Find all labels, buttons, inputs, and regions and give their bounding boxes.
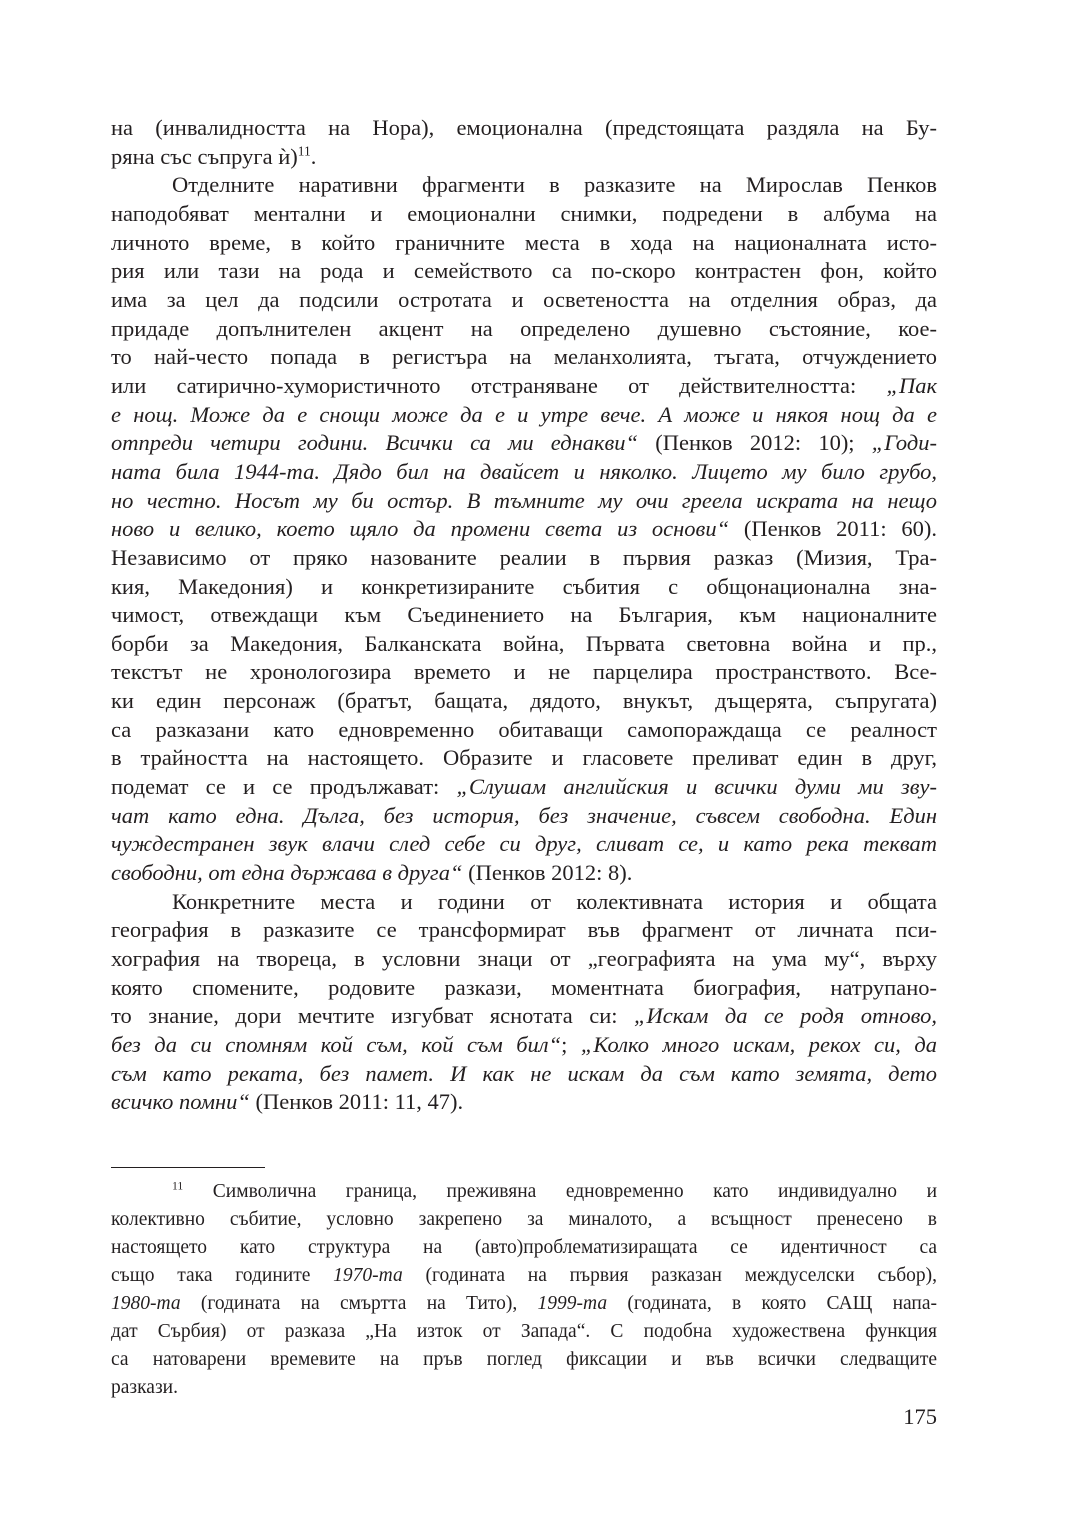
text-line [111, 1088, 937, 1117]
footnote-line [111, 1346, 937, 1374]
text-segment: . [310, 143, 317, 169]
text-line [111, 630, 937, 659]
quote-text: ново и велико, което щяло да промени света из основи“ [111, 516, 730, 542]
quote-text: чуждестранен звук влачи след себе си друг, сливат се, и като река текват [111, 831, 937, 857]
quote-text: 1980-та [111, 1293, 181, 1314]
text-line [111, 171, 937, 200]
text-segment: която спомените, родовите разкази, моментната биография, натрупано- [111, 974, 937, 1000]
text-segment: също така годините [111, 1265, 334, 1286]
text-segment: подемат се и се продължават: [111, 774, 457, 800]
text-segment: то знание, дори мечтите изгубват яснотата си: [111, 1003, 634, 1029]
text-segment: текстът не хронологозира времето и не парцелира пространството. Все- [111, 659, 937, 685]
text-line [111, 744, 937, 773]
quote-text: „Колко много искам, рекох си, да [580, 1032, 937, 1057]
footnote-line [111, 1206, 937, 1234]
text-segment: (годината на смъртта на Тито), [180, 1293, 538, 1314]
text-line [111, 716, 937, 745]
quote-text: „Годи- [871, 430, 937, 456]
footnote-ref: 11 [172, 1179, 184, 1193]
text-line [111, 487, 937, 516]
footnote-line [111, 1318, 937, 1346]
text-line [111, 200, 937, 229]
text-segment: (Пенков 2011: 11, 47). [249, 1089, 464, 1115]
text-line [111, 658, 937, 687]
text-segment: рия или тази на рода и семейството са по-скоро контрастен фон, който [111, 258, 937, 284]
footnote-line [111, 1262, 937, 1290]
footnote-line [111, 1374, 937, 1402]
text-segment: (Пенков 2012: 8). [462, 860, 633, 886]
quote-text: свободни, от една държава в друга“ [111, 860, 463, 886]
text-line [111, 401, 937, 430]
text-line [111, 515, 937, 544]
text-line [111, 1031, 937, 1060]
text-segment: ; [561, 1032, 581, 1057]
quote-text: е нощ. Може да е снощи може да е и утре вече. А може и някоя нощ да е [111, 401, 937, 427]
text-line [111, 773, 937, 802]
quote-text: съм като реката, без памет. И как не искам да съм като земята, дето [111, 1060, 937, 1086]
text-segment: кия, Македония) и конкретизираните събития с общонационална зна- [111, 573, 937, 599]
text-line [111, 601, 937, 630]
text-segment: са натоварени времевите на пръв поглед фиксации и във всички следващите [111, 1349, 937, 1370]
text-segment: личното време, в който граничните места в хода на националната исто- [111, 229, 937, 255]
text-line [111, 859, 937, 888]
text-line [111, 458, 937, 487]
text-segment: (годината на първия разказан междуселски събор), [402, 1265, 937, 1286]
text-line [111, 573, 937, 602]
text-line [111, 888, 937, 917]
footnote-line [111, 1290, 937, 1318]
text-line [111, 343, 937, 372]
text-line [111, 429, 937, 458]
body-text [111, 114, 937, 1117]
text-segment: (Пенков 2011: 60). [729, 516, 937, 542]
text-segment: придаде допълнителен акцент на определено душевно състояние, кое- [111, 315, 937, 341]
footnotes [111, 1178, 937, 1402]
text-segment: в трайността на настоящето. Образите и гласовете преливат един в друг, [111, 745, 937, 771]
text-segment: (Пенков 2012: 10); [638, 430, 872, 456]
text-segment: са разказани като едновременно обитаващи самопораждаща се реалност [111, 716, 937, 742]
text-line [111, 544, 937, 573]
text-segment: (годината, в която САЩ напа- [607, 1293, 937, 1314]
text-line [111, 257, 937, 286]
text-segment: ряна със съпруга ѝ) [111, 143, 298, 169]
quote-text: ната била 1944-та. Дядо бил на двайсет и няколко. Лицето му било грубо, [111, 458, 937, 484]
quote-text: „Искам да се родя отново, [634, 1003, 937, 1029]
text-line [111, 945, 937, 974]
quote-text: отпреди четири години. Всички са ми еднакви“ [111, 430, 639, 456]
text-line [111, 687, 937, 716]
quote-text: „Пак [886, 372, 937, 398]
text-segment: на (инвалидността на Нора), емоционална (предстоящата раздяла на Бу- [111, 115, 937, 140]
footnote-line [111, 1234, 937, 1262]
text-segment: разкази. [111, 1377, 178, 1398]
quote-text: 1999-та [537, 1293, 608, 1314]
quote-text: всичко помни“ [111, 1089, 250, 1115]
text-line [111, 114, 937, 143]
text-line [111, 372, 937, 401]
text-segment: борби за Македония, Балканската война, Първата световна война и пр., [111, 630, 937, 656]
text-line [111, 286, 937, 315]
footnote-separator [111, 1167, 265, 1168]
quote-text: без да си спомням кой съм, кой съм бил“ [111, 1032, 562, 1057]
text-line [111, 1060, 937, 1089]
text-segment: или сатирично-хумористичното отстраняване от действителността: [111, 372, 887, 398]
text-segment: чимост, отвеждащи към Съединението на България, към националните [111, 602, 937, 628]
text-segment: ки един персонаж (братът, бащата, дядото, внукът, дъщерята, съпругата) [111, 688, 937, 714]
footnote-line [111, 1178, 937, 1206]
text-line [111, 830, 937, 859]
text-segment: има за цел да подсили остротата и осветеността на отделния образ, да [111, 286, 937, 312]
text-segment: хография на твореца, в условни знаци от „географията на ума му“, върху [111, 946, 937, 972]
text-line [111, 315, 937, 344]
footnote-ref: 11 [297, 143, 311, 159]
text-line [111, 916, 937, 945]
text-line [111, 974, 937, 1003]
text-segment: география в разказите се трансформират във фрагмент от личната пси- [111, 917, 937, 943]
text-line [111, 143, 937, 172]
text-line [111, 1002, 937, 1031]
quote-text: но честно. Носът му би остър. В тъмните му очи греела искрата на нещо [111, 487, 937, 513]
text-line [111, 229, 937, 258]
page-number: 175 [903, 1404, 937, 1429]
text-segment: Отделните наративни фрагменти в разказите на Мирослав Пенков [172, 172, 937, 198]
text-segment: дат Сърбия) от разказа „На изток от Запада“. С подобна художествена функция [111, 1321, 937, 1342]
text-segment: Независимо от пряко назованите реалии в първия разказ (Мизия, Тра- [111, 544, 937, 570]
text-segment: наподобяват ментални и емоционални снимки, подредени в албума на [111, 200, 937, 226]
quote-text: чат като една. Дълга, без история, без значение, съвсем свободна. Един [111, 802, 937, 828]
text-segment: настоящето като структура на (авто)проблематизиращата се идентичност са [111, 1237, 937, 1258]
text-segment: то най-често попада в регистъра на меланхолията, тъгата, отчуждението [111, 344, 937, 370]
quote-text: „Слушам английския и всички думи ми зву- [456, 774, 937, 800]
text-segment: колективно събитие, условно закрепено за миналото, а всъщност пренесено в [111, 1209, 937, 1230]
text-segment: Конкретните места и години от колективната история и общата [172, 888, 937, 914]
text-segment: Символична граница, преживяна едновременно като индивидуално и [183, 1181, 937, 1202]
text-line [111, 802, 937, 831]
quote-text: 1970-та [333, 1265, 403, 1286]
